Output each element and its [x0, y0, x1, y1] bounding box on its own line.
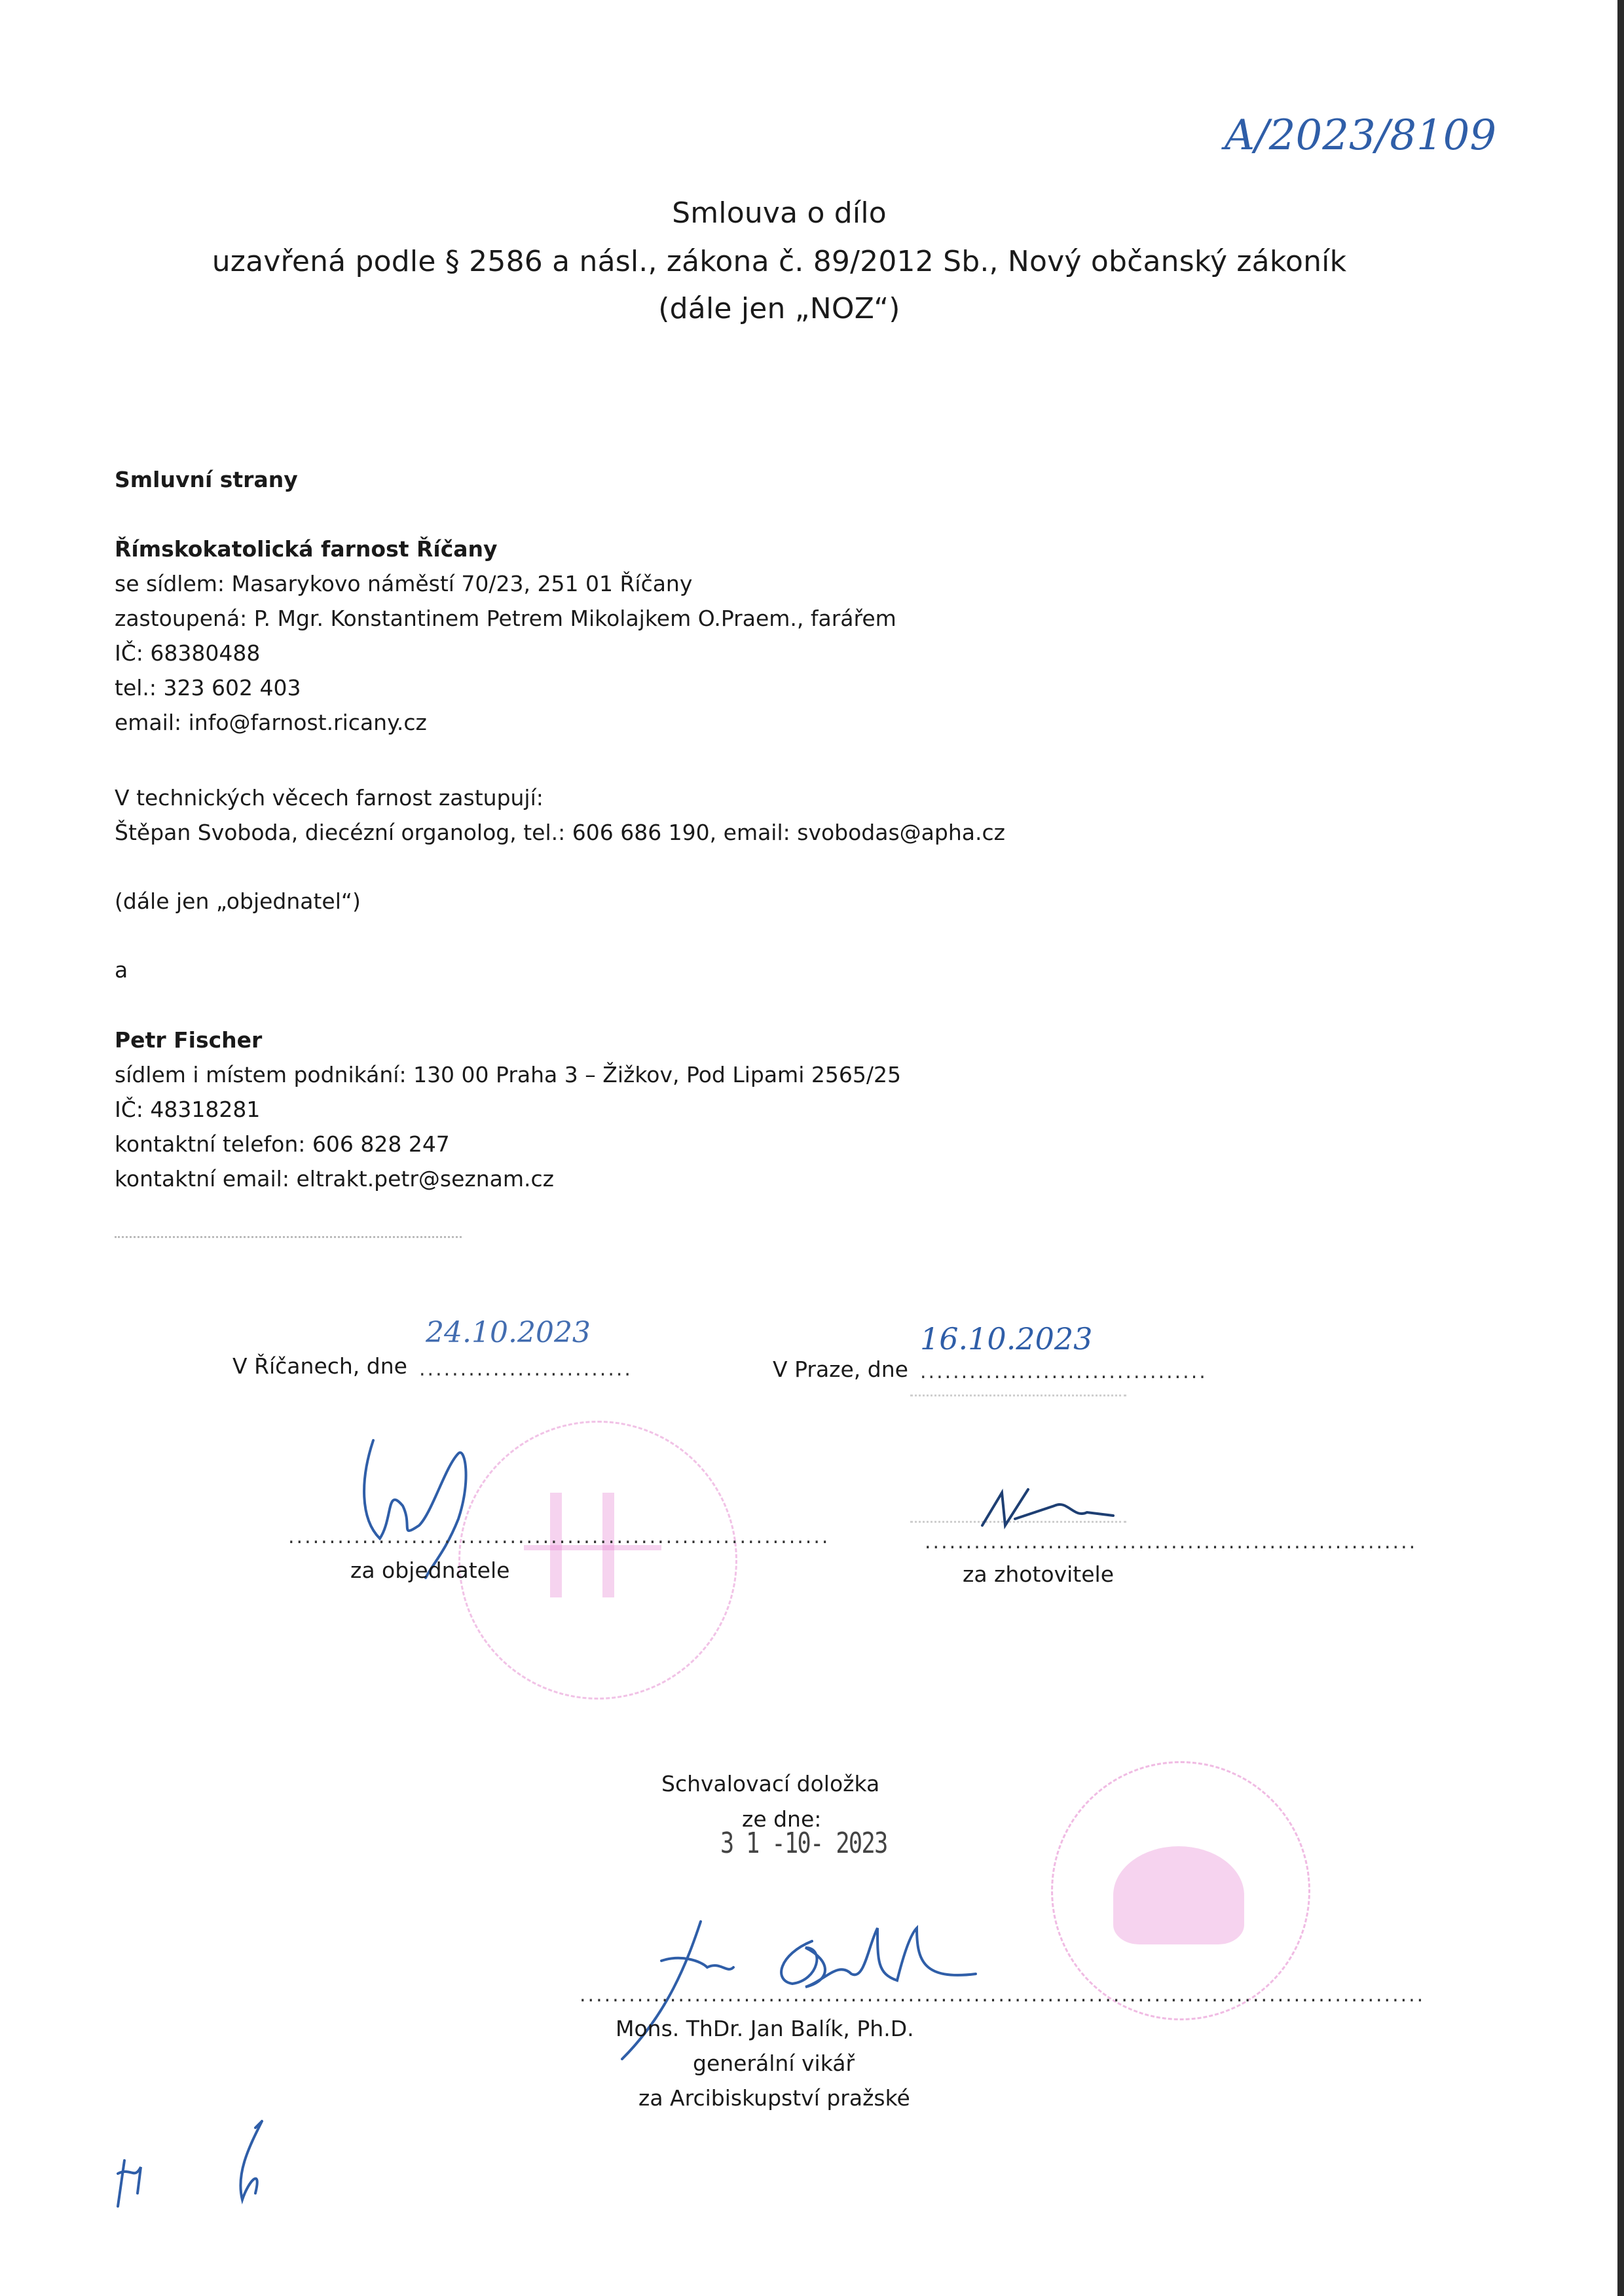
approval-title: Schvalovací doložka [661, 1771, 880, 1796]
left-date-handwritten: 24.10.2023 [426, 1316, 591, 1349]
client-alias: (dále jen „objednatel“) [115, 888, 361, 914]
contractor-address: sídlem i místem podnikání: 130 00 Praha 3 – Žižkov, Pod Lipami 2565/25 [115, 1062, 901, 1087]
and-word: a [115, 957, 128, 983]
client-email: email: info@farnost.ricany.cz [115, 710, 427, 735]
vicar-role: generální vikář [693, 2050, 855, 2076]
contractor-email: kontaktní email: eltrakt.petr@seznam.cz [115, 1166, 554, 1192]
faint-cutoff-line [115, 1236, 462, 1241]
vicar-name: Mons. ThDr. Jan Balík, Ph.D. [616, 2016, 914, 2041]
scan-edge [1617, 0, 1624, 2296]
contractor-phone: kontaktní telefon: 606 828 247 [115, 1131, 450, 1157]
contractor-name: Petr Fischer [115, 1027, 263, 1053]
approval-date-label: ze dne: [742, 1806, 822, 1832]
client-signature-line: .................................................................. [288, 1525, 830, 1548]
technical-contact: Štěpan Svoboda, diecézní organolog, tel.: 606 686 190, email: svobodas@apha.cz [115, 820, 1005, 845]
vicar-organization: za Arcibiskupství pražské [638, 2085, 910, 2111]
contractor-signature-line: ............................................................ [925, 1531, 1418, 1554]
contract-title: Smlouva o dílo [672, 196, 887, 230]
reference-number: A/2023/8109 [1225, 111, 1497, 160]
left-date-dots: .......................... [419, 1358, 633, 1381]
client-ic: IČ: 68380488 [115, 640, 261, 666]
right-date-handwritten: 16.10.2023 [920, 1321, 1093, 1357]
technical-block [115, 780, 1005, 850]
initials-icon [105, 2121, 327, 2219]
technical-intro: V technických věcech farnost zastupují: [115, 785, 544, 811]
contract-subtitle: uzavřená podle § 2586 a násl., zákona č. 89/2012 Sb., Nový občanský zákoník [212, 245, 1347, 278]
client-address: se sídlem: Masarykovo náměstí 70/23, 251 01 Říčany [115, 571, 693, 596]
right-date-dots: ................................... [920, 1360, 1208, 1383]
right-place: V Praze, dne [773, 1357, 908, 1382]
contractor-block [115, 1023, 901, 1196]
vicar-signature-line: ....................................................................................................... [580, 1984, 1426, 2007]
left-place: V Říčanech, dne [232, 1353, 407, 1379]
contractor-signature-icon [976, 1480, 1133, 1539]
contractor-signature-label: za zhotovitele [963, 1561, 1114, 1587]
contract-abbreviation: (dále jen „NOZ“) [658, 292, 900, 325]
parties-title: Smluvní strany [115, 467, 298, 492]
approval-date-stamp: 3 1 -10- 2023 [720, 1827, 887, 1860]
client-phone: tel.: 323 602 403 [115, 675, 301, 701]
client-name: Římskokatolická farnost Říčany [115, 536, 498, 562]
contractor-ic: IČ: 48318281 [115, 1097, 261, 1122]
client-signature-label: za objednatele [350, 1558, 510, 1583]
stamp-coat-of-arms [1113, 1846, 1244, 1944]
client-representative: zastoupená: P. Mgr. Konstantinem Petrem Mikolajkem O.Praem., farářem [115, 606, 896, 631]
client-block [115, 532, 896, 740]
